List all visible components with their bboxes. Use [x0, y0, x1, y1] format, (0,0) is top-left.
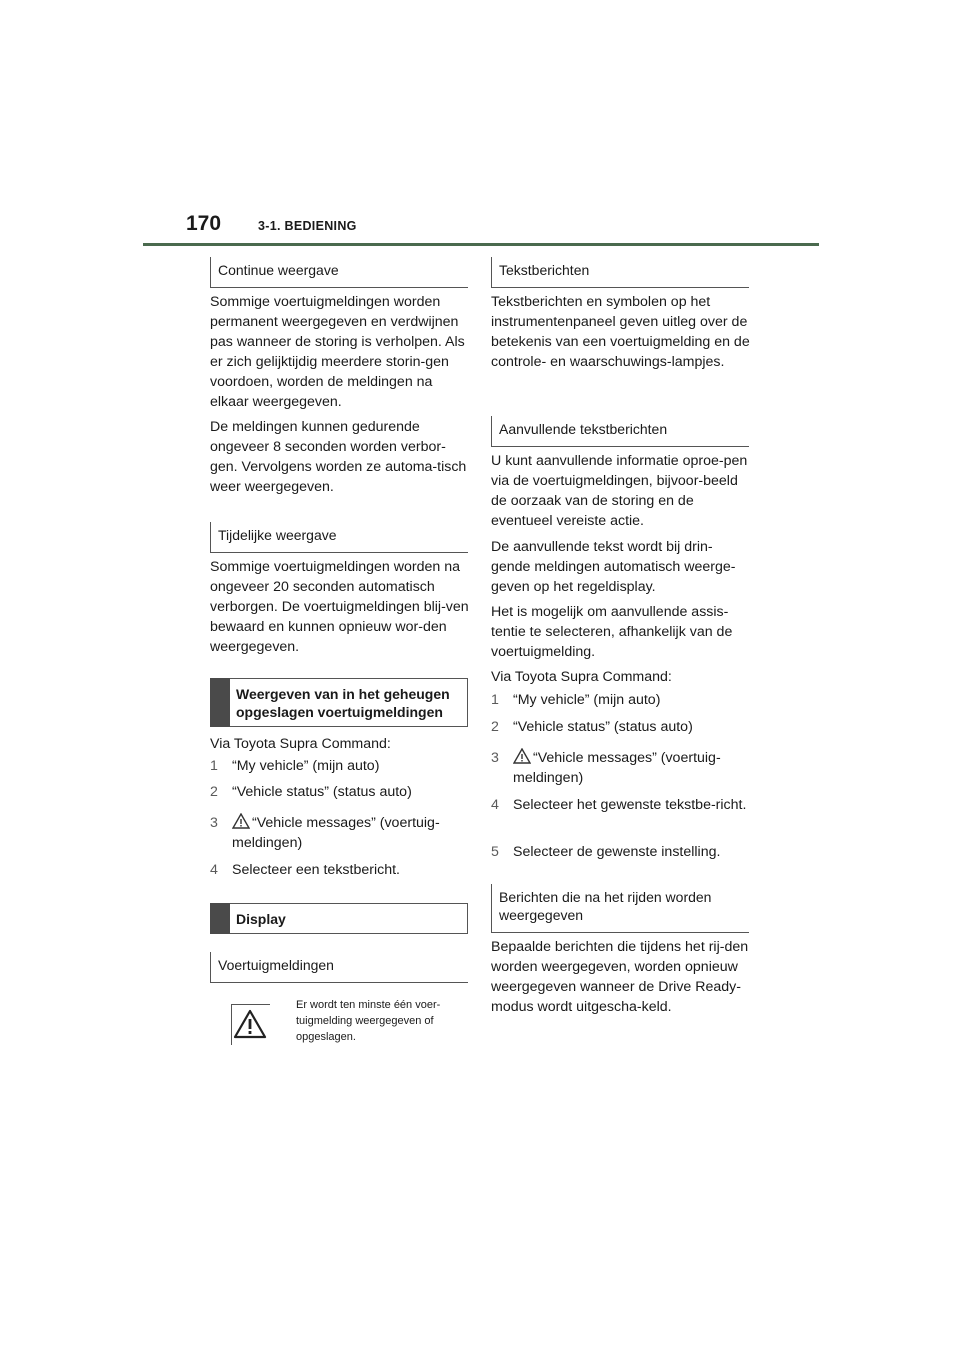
step-item	[491, 717, 751, 737]
paragraph: Bepaalde berichten die tijdens het rij-den worden weergegeven, worden opnieuw weergegeven wanneer de Drive Ready-modus wordt uitgescha-keld.	[491, 939, 749, 1015]
paragraph: U kunt aanvullende informatie oproe-pen via de voertuigmeldingen, bijvoor-beeld de oorzaak van de storing en de eventueel vereiste actie.	[491, 453, 748, 529]
step-number: 3	[491, 750, 499, 766]
step-number: 2	[210, 784, 218, 800]
step-text: Selecteer de gewenste instelling.	[513, 844, 721, 860]
warning-triangle-icon	[513, 748, 531, 764]
page-number: 170	[186, 212, 222, 235]
step-text: “Vehicle status” (status auto)	[513, 719, 693, 735]
section-heading-display: Display	[210, 903, 468, 934]
step-number: 1	[491, 692, 499, 708]
step-number: 1	[210, 758, 218, 774]
step-item	[491, 748, 751, 788]
step-number: 3	[210, 815, 218, 831]
step-text: “My vehicle” (mijn auto)	[232, 758, 380, 774]
section-heading-after-driving: Berichten die na het rijden worden weergegeven	[491, 884, 749, 933]
step-text: “Vehicle status” (status auto)	[232, 784, 412, 800]
section-heading-additional-messages: Aanvullende tekstberichten	[491, 416, 749, 447]
chapter-title: 3-1. BEDIENING	[258, 219, 357, 233]
step-text: Selecteer het gewenste tekstbe-richt.	[513, 797, 747, 813]
section-heading-text-messages: Tekstberichten	[491, 257, 749, 288]
step-item	[210, 860, 470, 880]
step-text: “My vehicle” (mijn auto)	[513, 692, 661, 708]
paragraph: De meldingen kunnen gedurende ongeveer 8 seconden worden verbor-gen. Vervolgens worden ze automa-tisch weer weergegeven.	[210, 419, 467, 495]
step-number: 5	[491, 844, 499, 860]
step-text: “Vehicle messages” (voertuig-meldingen)	[513, 750, 721, 786]
section-heading-temporary: Tijdelijke weergave	[210, 522, 468, 553]
paragraph: Sommige voertuigmeldingen worden na ongeveer 20 seconden automatisch verborgen. De voertuigmeldingen blij-ven bewaard en kunnen opnieuw wor-den weergegeven.	[210, 559, 469, 655]
step-number: 2	[491, 719, 499, 735]
notice-text: Er wordt ten minste één voer-tuigmelding weergegeven of opgeslagen.	[296, 999, 441, 1043]
warning-triangle-icon	[232, 813, 250, 829]
paragraph: De aanvullende tekst wordt bij drin-gende meldingen automatisch weerge-geven op het regeldisplay.	[491, 539, 736, 595]
step-item	[210, 756, 470, 776]
paragraph: Sommige voertuigmeldingen worden permanent weergegeven en verdwijnen pas wanneer de storing is verholpen. Als er zich gelijktijdig meerdere storin-gen voordoen, worden de meldingen na elkaar weergegeven.	[210, 294, 465, 410]
warning-triangle-icon	[232, 1005, 268, 1043]
step-number: 4	[491, 797, 499, 813]
step-item	[491, 842, 751, 862]
paragraph: Via Toyota Supra Command:	[491, 669, 672, 685]
step-item	[491, 690, 751, 710]
step-number: 4	[210, 862, 218, 878]
paragraph: Tekstberichten en symbolen op het instrumentenpaneel geven uitleg over de betekenis van een voertuigmelding en de controle- en waarschuwings-lampjes.	[491, 294, 750, 370]
step-text: “Vehicle messages” (voertuig-meldingen)	[232, 815, 440, 851]
section-heading-vehicle-messages: Voertuigmeldingen	[210, 952, 468, 983]
step-text-wrapper	[491, 748, 751, 788]
paragraph: Via Toyota Supra Command:	[210, 736, 391, 752]
section-heading-stored-messages: Weergeven van in het geheugen opgeslagen voertuigmeldingen	[210, 678, 468, 727]
step-item	[210, 782, 470, 802]
step-text: Selecteer een tekstbericht.	[232, 862, 400, 878]
step-item	[210, 813, 470, 853]
header-rule	[143, 243, 819, 246]
section-heading-continue: Continue weergave	[210, 257, 468, 288]
warning-notice-box	[231, 1004, 270, 1045]
paragraph: Het is mogelijk om aanvullende assis-tentie te selecteren, afhankelijk van de voertuigmelding.	[491, 604, 733, 660]
step-item	[491, 795, 751, 815]
step-text-wrapper	[210, 813, 470, 853]
